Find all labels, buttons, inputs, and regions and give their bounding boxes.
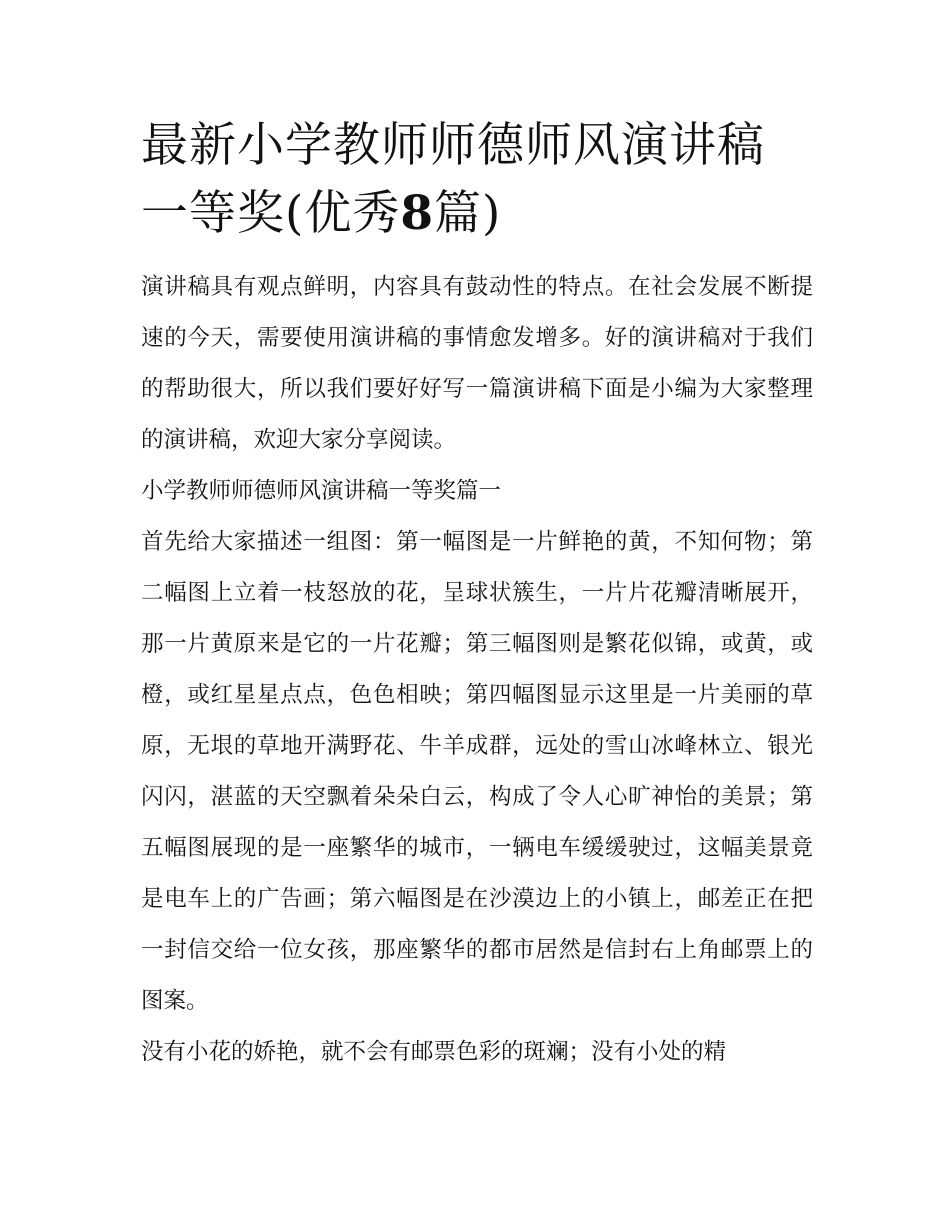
intro-paragraph: 演讲稿具有观点鲜明，内容具有鼓动性的特点。在社会发展不断提速的今天，需要使用演讲稿的事情愈发增多。好的演讲稿对于我们的帮助很大，所以我们要好好写一篇演讲稿下面是小编为大家整理的演讲稿，欢迎大家分享阅读。	[141, 274, 813, 453]
body-paragraph-2: 没有小花的娇艳，就不会有邮票色彩的斑斓；没有小处的精	[141, 1039, 727, 1065]
section-heading: 小学教师师德师风演讲稿一等奖篇一	[141, 478, 502, 504]
document-title	[141, 112, 813, 248]
document-page	[141, 112, 813, 1078]
body-paragraph-1: 首先给大家描述一组图：第一幅图是一片鲜艳的黄，不知何物；第二幅图上立着一枝怒放的花，呈球状簇生，一片片花瓣清晰展开，那一片黄原来是它的一片花瓣；第三幅图则是繁花似锦，或黄，或橙，或红星星点点，色色相映；第四幅图显示这里是一片美丽的草原，无垠的草地开满野花、牛羊成群，远处的雪山冰峰林立、银光闪闪，湛蓝的天空飘着朵朵白云，构成了令人心旷神怡的美景；第五幅图展现的是一座繁华的城市，一辆电车缓缓驶过，这幅美景竟是电车上的广告画；第六幅图是在沙漠边上的小镇上，邮差正在把一封信交给一位女孩，那座繁华的都市居然是信封右上角邮票上的图案。	[141, 529, 813, 1014]
title-line-2-prefix: 一等奖(优秀	[141, 186, 401, 241]
title-line-2-number: 8	[400, 186, 435, 241]
title-line-2-suffix: 篇)	[434, 186, 502, 241]
title-line-1: 最新小学教师师德师风演讲稿	[141, 118, 765, 173]
